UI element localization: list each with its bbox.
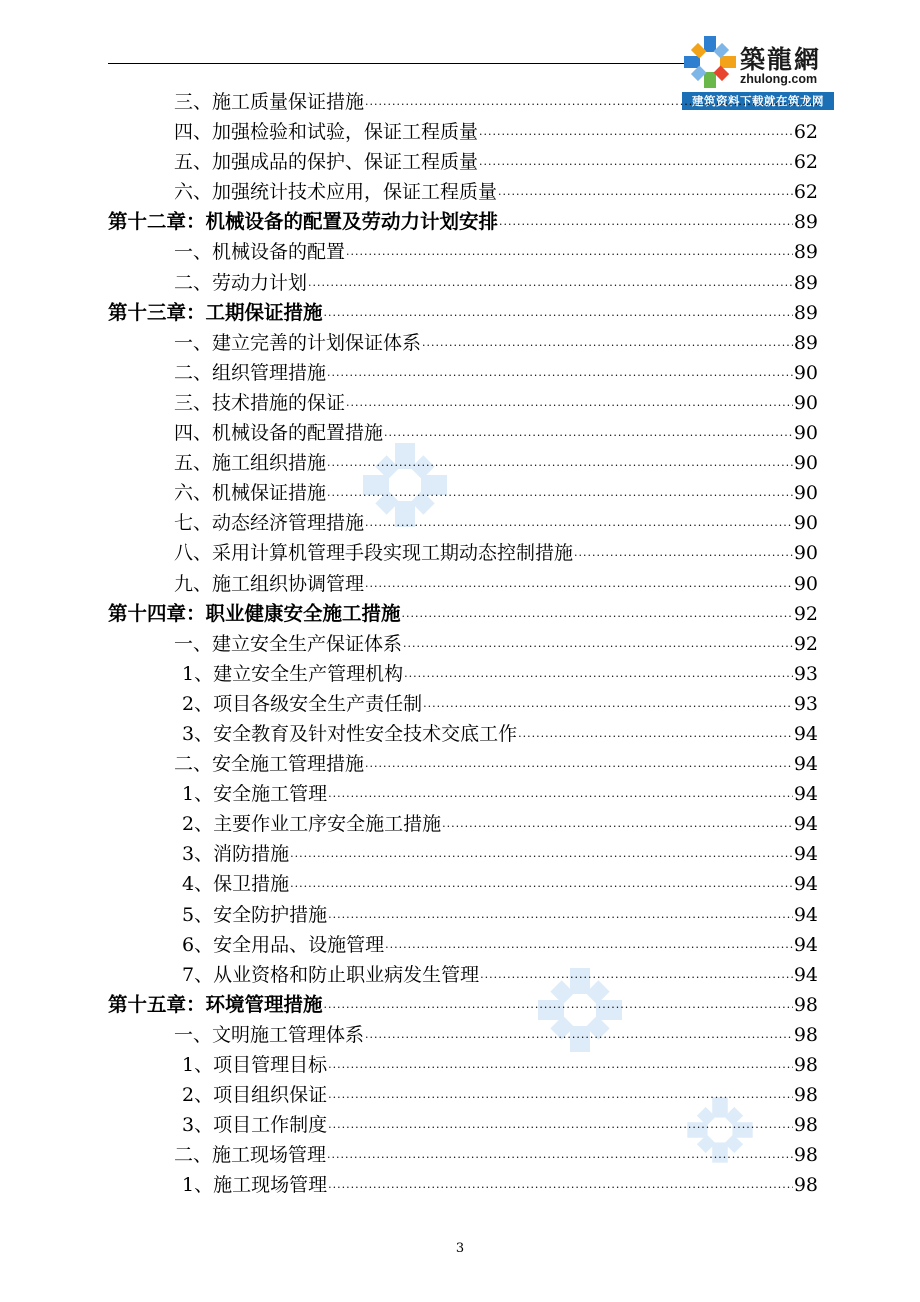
dot-leader — [365, 511, 793, 541]
toc-entry-page: 93 — [793, 662, 818, 685]
toc-entry[interactable] — [0, 87, 920, 117]
toc-entry-title: 五、加强成品的保护、保证工程质量 — [174, 151, 479, 174]
toc-entry-title: 一、文明施工管理体系 — [174, 1023, 365, 1046]
toc-entry[interactable] — [0, 839, 920, 869]
toc-chapter-entry[interactable] — [0, 207, 920, 237]
dot-leader — [402, 602, 793, 632]
logo-name-cn: 築龍網 — [740, 45, 822, 74]
dot-leader — [346, 240, 793, 270]
dot-leader — [327, 361, 793, 391]
toc-entry-page: 94 — [793, 873, 818, 896]
toc-entry[interactable] — [0, 569, 920, 599]
dot-leader — [324, 301, 793, 331]
dot-leader — [308, 271, 793, 301]
toc-entry[interactable] — [0, 1110, 920, 1140]
toc-entry[interactable] — [0, 1170, 920, 1200]
toc-entry-title: 三、技术措施的保证 — [174, 391, 346, 414]
toc-entry-title: 5、安全防护措施 — [182, 903, 328, 926]
dot-leader — [365, 752, 793, 782]
dot-leader — [328, 903, 793, 933]
dot-leader — [574, 541, 793, 571]
toc-entry-title: 3、项目工作制度 — [182, 1114, 328, 1137]
toc-entry-page: 92 — [793, 602, 818, 625]
toc-entry-page: 94 — [793, 753, 818, 776]
dot-leader — [403, 632, 793, 662]
dot-leader — [384, 421, 793, 451]
toc-entry-title: 6、安全用品、设施管理 — [182, 933, 385, 956]
dot-leader — [290, 842, 793, 872]
toc-entry-page: 94 — [793, 903, 818, 926]
dot-leader — [365, 90, 817, 120]
toc-entry[interactable] — [0, 237, 920, 267]
toc-entry-title: 九、施工组织协调管理 — [174, 572, 365, 595]
toc-entry-title: 二、安全施工管理措施 — [174, 753, 365, 776]
dot-leader — [328, 782, 793, 812]
toc-entry-page: 92 — [793, 632, 818, 655]
dot-leader — [365, 1023, 793, 1053]
dot-leader — [346, 391, 793, 421]
toc-entry-title: 四、加强检验和试验，保证工程质量 — [174, 121, 479, 144]
toc-entry[interactable] — [0, 779, 920, 809]
toc-entry[interactable] — [0, 1080, 920, 1110]
toc-entry-page: 98 — [793, 1023, 818, 1046]
toc-entry-title: 六、机械保证措施 — [174, 482, 327, 505]
toc-entry[interactable] — [0, 268, 920, 298]
toc-entry-page: 94 — [793, 783, 818, 806]
toc-entry-page: 94 — [793, 963, 818, 986]
dot-leader — [479, 150, 793, 180]
toc-entry-page: 90 — [793, 422, 818, 445]
dot-leader — [442, 812, 793, 842]
toc-entry-page: 98 — [793, 1054, 818, 1076]
toc-entry-page: 62 — [793, 121, 818, 144]
toc-entry-page: 89 — [793, 211, 818, 234]
toc-entry-title: 二、劳动力计划 — [174, 271, 308, 294]
dot-leader — [499, 210, 793, 240]
toc-entry[interactable] — [0, 689, 920, 719]
dot-leader — [479, 120, 793, 150]
toc-entry-page: 62 — [793, 151, 818, 174]
dot-leader — [480, 963, 793, 993]
toc-entry-title: 一、建立安全生产保证体系 — [174, 632, 403, 655]
toc-entry[interactable] — [0, 869, 920, 899]
toc-entry-title: 3、消防措施 — [182, 843, 290, 866]
dot-leader — [365, 572, 793, 602]
toc-entry[interactable] — [0, 388, 920, 418]
toc-entry[interactable] — [0, 508, 920, 538]
toc-entry-title: 第十二章：机械设备的配置及劳动力计划安排 — [108, 210, 499, 234]
toc-entry-page: 94 — [793, 722, 818, 745]
toc-entry-page: 89 — [793, 271, 818, 294]
toc-entry-title: 第十三章：工期保证措施 — [108, 300, 323, 324]
toc-entry-page: 98 — [793, 1114, 818, 1137]
toc-entry-title: 四、机械设备的配置措施 — [174, 422, 384, 445]
toc-entry[interactable] — [0, 719, 920, 749]
toc-entry-page: 94 — [793, 813, 818, 836]
toc-entry-title: 八、采用计算机管理手段实现工期动态控制措施 — [174, 542, 574, 565]
toc-entry[interactable] — [0, 659, 920, 689]
toc-entry[interactable] — [0, 448, 920, 478]
dot-leader — [422, 331, 793, 361]
toc-entry[interactable] — [0, 1140, 920, 1170]
snowflake-logo-icon — [682, 34, 738, 92]
dot-leader — [290, 872, 793, 902]
dot-leader — [385, 933, 793, 963]
toc-entry-page: 90 — [793, 512, 818, 535]
toc-entry-title: 七、动态经济管理措施 — [174, 512, 365, 535]
toc-entry-title: 三、施工质量保证措施 — [174, 91, 365, 113]
toc-entry[interactable] — [0, 418, 920, 448]
dot-leader — [518, 722, 793, 752]
toc-entry-title: 7、从业资格和防止职业病发生管理 — [182, 963, 480, 986]
dot-leader — [328, 1053, 793, 1083]
dot-leader — [327, 451, 793, 481]
dot-leader — [423, 692, 793, 722]
header-rule — [108, 63, 693, 64]
toc-entry[interactable] — [0, 328, 920, 358]
dot-leader — [327, 1143, 793, 1173]
toc-entry-page: 98 — [793, 1174, 818, 1197]
toc-entry-title: 1、建立安全生产管理机构 — [182, 662, 404, 685]
toc-entry-page: 90 — [793, 361, 818, 384]
toc-entry-title: 3、安全教育及针对性安全技术交底工作 — [182, 722, 518, 745]
toc-entry[interactable] — [0, 117, 920, 147]
toc-entry[interactable] — [0, 809, 920, 839]
toc-entry-page: 98 — [793, 1084, 818, 1107]
dot-leader — [404, 662, 793, 692]
toc-entry[interactable] — [0, 177, 920, 207]
toc-entry[interactable] — [0, 147, 920, 177]
toc-entry-page: 90 — [793, 482, 818, 505]
toc-chapter-entry[interactable] — [0, 298, 920, 328]
toc-entry-page: 90 — [793, 452, 818, 475]
logo-slogan: 建筑资料下载就在筑龙网 — [682, 92, 834, 110]
toc-entry-title: 2、主要作业工序安全施工措施 — [182, 813, 442, 836]
toc-chapter-entry[interactable] — [0, 990, 920, 1020]
toc-entry[interactable] — [0, 930, 920, 960]
dot-leader — [498, 180, 793, 210]
toc-entry-title: 二、组织管理措施 — [174, 361, 327, 384]
toc-entry-title: 1、施工现场管理 — [182, 1174, 328, 1197]
toc-entry-title: 1、项目管理目标 — [182, 1054, 328, 1076]
dot-leader — [327, 481, 793, 511]
toc-entry[interactable] — [0, 478, 920, 508]
toc-entry-page: 90 — [793, 391, 818, 414]
dot-leader — [328, 1173, 793, 1203]
toc-entry-page: 94 — [793, 933, 818, 956]
toc-entry-title: 2、项目各级安全生产责任制 — [182, 692, 423, 715]
toc-entry-title: 1、安全施工管理 — [182, 783, 328, 806]
toc-entry-title: 六、加强统计技术应用，保证工程质量 — [174, 181, 498, 204]
toc-entry-page: 93 — [793, 692, 818, 715]
toc-entry[interactable] — [0, 629, 920, 659]
toc-entry[interactable] — [0, 538, 920, 568]
dot-leader — [328, 1113, 793, 1143]
toc-entry-title: 第十四章：职业健康安全施工措施 — [108, 601, 401, 625]
toc-entry-title: 一、机械设备的配置 — [174, 241, 346, 264]
dot-leader — [328, 1083, 793, 1113]
toc-entry-page: 90 — [793, 572, 818, 595]
toc-entry-title: 一、建立完善的计划保证体系 — [174, 331, 422, 354]
toc-entry-title: 第十五章：环境管理措施 — [108, 992, 323, 1016]
toc-entry-page: 89 — [793, 331, 818, 354]
logo-domain: zhulong.com — [740, 72, 818, 86]
toc-entry-page: 89 — [793, 301, 818, 324]
toc-entry[interactable] — [0, 1020, 920, 1050]
toc-entry-title: 五、施工组织措施 — [174, 452, 327, 475]
toc-entry-page: 94 — [793, 843, 818, 866]
toc-entry-title: 2、项目组织保证 — [182, 1084, 328, 1107]
toc-entry-page: 89 — [793, 241, 818, 264]
toc-entry-page: 62 — [793, 181, 818, 204]
toc-entry[interactable] — [0, 1050, 920, 1080]
toc-entry[interactable] — [0, 358, 920, 388]
dot-leader — [324, 993, 793, 1023]
toc-entry[interactable] — [0, 960, 920, 990]
toc-entry[interactable] — [0, 900, 920, 930]
toc-entry-title: 二、施工现场管理 — [174, 1144, 327, 1167]
toc-entry[interactable] — [0, 749, 920, 779]
toc-chapter-entry[interactable] — [0, 599, 920, 629]
table-of-contents — [0, 87, 920, 1200]
toc-entry-title: 4、保卫措施 — [182, 873, 290, 896]
page-number: 3 — [455, 1241, 465, 1256]
toc-entry-page: 98 — [793, 993, 818, 1016]
toc-entry-page: 90 — [793, 542, 818, 565]
toc-entry-page: 98 — [793, 1144, 818, 1167]
